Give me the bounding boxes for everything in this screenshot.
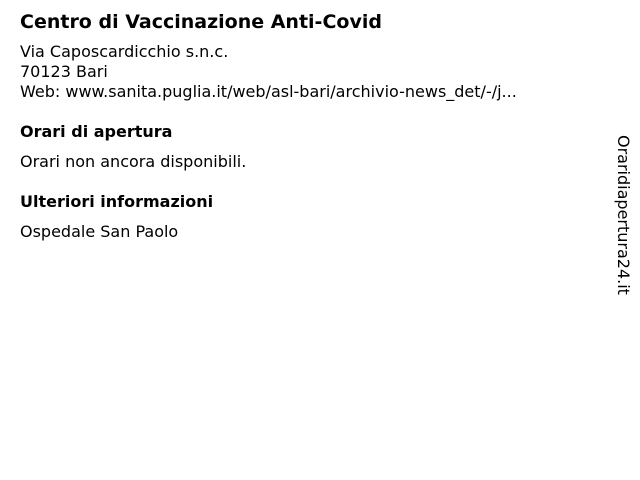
more-info-heading: Ulteriori informazioni bbox=[20, 192, 214, 211]
website-label: Web: bbox=[20, 82, 66, 101]
opening-hours-text: Orari non ancora disponibili. bbox=[20, 152, 247, 171]
opening-hours-heading: Orari di apertura bbox=[20, 122, 173, 141]
city-address: 70123 Bari bbox=[20, 62, 108, 81]
website-link[interactable]: www.sanita.puglia.it/web/asl-bari/archivio-news_det/-/j... bbox=[65, 82, 517, 101]
address-block bbox=[20, 42, 590, 102]
brand-watermark: Oraridiapertura24.it bbox=[614, 135, 633, 295]
more-info-text: Ospedale San Paolo bbox=[20, 222, 179, 241]
place-title: Centro di Vaccinazione Anti-Covid bbox=[20, 11, 382, 33]
street-address: Via Caposcardicchio s.n.c. bbox=[20, 42, 229, 61]
place-card bbox=[20, 10, 590, 242]
website-line bbox=[20, 82, 590, 102]
